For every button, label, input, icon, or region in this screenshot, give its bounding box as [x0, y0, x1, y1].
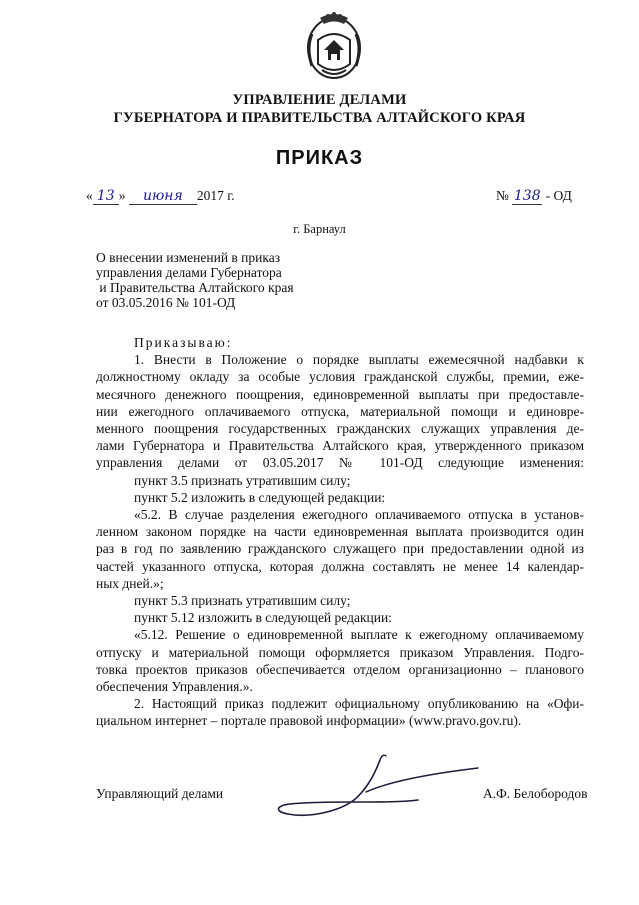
paragraph-1-line: менного поощрения государственных гражданских служащих управления де- [96, 421, 584, 437]
paragraph-1-line: 1. Внести в Положение о порядке выплаты ежемесячной надбавки к [134, 352, 584, 368]
paragraph-1-line: должностному окладу за особые условия гражданской службы, премии, еже- [96, 369, 584, 385]
item-5-3: пункт 5.3 признать утратившим силу; [134, 593, 351, 609]
item-3-5: пункт 3.5 признать утратившим силу; [134, 472, 351, 488]
signatory-name: А.Ф. Белобородов [483, 786, 588, 801]
date-year: 2017 г. [196, 188, 235, 203]
signatory-position: Управляющий делами [96, 786, 224, 801]
subject-line: от 03.05.2016 № 101-ОД [96, 295, 236, 310]
order-intro: Приказываю: [134, 335, 233, 350]
quote-5-12-line: отпуску и материальной помощи оформляется приказом Управления. Подго- [96, 644, 584, 660]
organization-name-line2: ГУБЕРНАТОРА И ПРАВИТЕЛЬСТВА АЛТАЙСКОГО КРАЯ [113, 110, 526, 126]
quote-5-12-line: «5.12. Решение о единовременной выплате к ежегодному оплачиваемому [134, 627, 584, 643]
quote-5-2-line: ленном законом порядке на части единовременная выплата производится один [96, 524, 584, 540]
organization-name-line1: УПРАВЛЕНИЕ ДЕЛАМИ [232, 92, 407, 108]
date-day: 13 [93, 188, 119, 205]
document-body [96, 334, 584, 730]
document-subject [96, 250, 294, 310]
paragraph-1-line: лами Губернатора и Правительства Алтайского края, утвержденного приказом [96, 438, 584, 454]
subject-line: управления делами Губернатора [96, 265, 282, 280]
item-5-12: пункт 5.12 изложить в следующей редакции: [134, 610, 392, 626]
subject-line: О внесении изменений в приказ [96, 250, 281, 265]
quote-5-2-line: раз в год по заявлению гражданского служащего при предоставлении одной из [96, 541, 584, 557]
quote-5-2-line: «5.2. В случае разделения ежегодного оплачиваемого отпуска в установ- [134, 507, 584, 523]
date-open-quote: « [86, 188, 93, 203]
paragraph-2-line: циальном интернет – портале правовой информации» (www.pravo.gov.ru). [96, 713, 522, 729]
number-value: 138 [513, 188, 541, 204]
quote-5-2-line: частей указанного отпуска, которая должна составлять не менее 14 календар- [96, 558, 584, 574]
paragraph-1-line: месячного денежного поощрения, единовременной выплаты при предоставле- [96, 386, 584, 402]
coat-of-arms-emblem [298, 10, 370, 82]
document-number [496, 188, 572, 205]
item-5-2: пункт 5.2 изложить в следующей редакции: [134, 489, 386, 505]
number-suffix: - ОД [545, 188, 572, 203]
document-date [86, 188, 235, 205]
document-type-title: ПРИКАЗ [275, 147, 364, 169]
paragraph-2-line: 2. Настоящий приказ подлежит официальному опубликованию на «Офи- [134, 696, 584, 712]
date-month: июня [129, 188, 197, 205]
date-close-quote: » [118, 188, 126, 203]
city: г. Барнаул [293, 222, 346, 236]
quote-5-12-line: обеспечения Управления.». [96, 679, 253, 695]
number-prefix: № [496, 188, 509, 203]
handwritten-signature [268, 752, 483, 832]
quote-5-12-line: товка проектов приказов обеспечивается отделом организационно – планового [96, 661, 584, 677]
paragraph-1-line: управления делами от 03.05.2017 № 101-ОД следующие изменения: [96, 455, 584, 471]
subject-line: и Правительства Алтайского края [96, 280, 294, 295]
quote-5-2-line: ных дней.»; [96, 575, 164, 591]
paragraph-1-line: нии ежегодного оплачиваемого отпуска, материальной помощи и единовре- [96, 403, 584, 419]
